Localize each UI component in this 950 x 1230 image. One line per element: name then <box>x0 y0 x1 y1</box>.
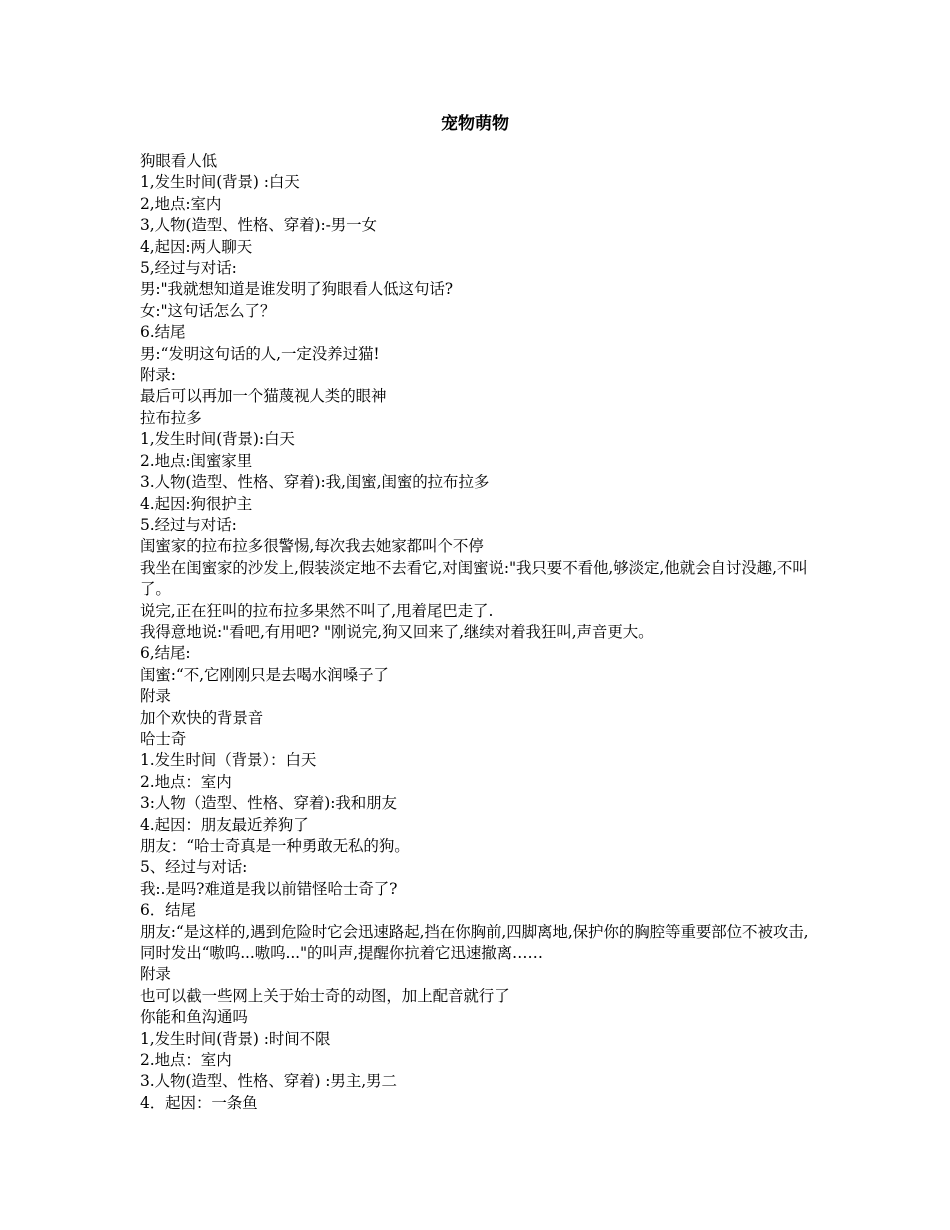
body-line: 3.人物(造型、性格、穿着) :男主,男二 <box>140 1072 397 1091</box>
body-line: 6.结尾 <box>140 323 186 342</box>
body-line: 男:“发明这句话的人,一定没养过猫! <box>140 344 380 363</box>
body-line: 闺蜜:“不,它刚刚只是去喝水润嗓子了 <box>140 665 389 684</box>
body-line: 1,发生时间(背景) :时间不限 <box>140 1029 331 1048</box>
body-line: 你能和鱼沟通吗 <box>140 1008 248 1027</box>
body-line: 男:"我就想知道是谁发明了狗眼看人低这句话? <box>140 280 453 299</box>
body-line: 朋友：“哈士奇真是一种勇敢无私的狗。 <box>140 837 410 855</box>
body-line: 3:人物（造型、性格、穿着):我和朋友 <box>140 794 397 813</box>
body-line: 最后可以再加一个猫蔑视人类的眼神 <box>140 387 387 406</box>
body-line: 2.地点：室内 <box>140 772 232 791</box>
body-line: 附录: <box>140 366 176 385</box>
document-body <box>140 151 810 1114</box>
body-line: 1.发生时间（背景）：白天 <box>140 751 317 770</box>
body-line: 我坐在闺蜜家的沙发上,假装淡定地不去看它,对闺蜜说:"我只要不看他,够淡定,他就会自讨没趣,不叫了。 <box>140 558 808 599</box>
body-line: 2,地点:室内 <box>140 194 222 213</box>
body-line: 1,发生时间(背景) :白天 <box>140 173 300 192</box>
body-line: 附录 <box>140 687 171 706</box>
body-line: 4.起因：朋友最近养狗了 <box>140 815 309 834</box>
body-line: 6,结尾: <box>140 644 191 663</box>
body-line: 5,经过与对话: <box>140 259 237 278</box>
body-line: 2.地点:闺蜜家里 <box>140 451 253 470</box>
body-line: 哈士奇 <box>140 729 187 748</box>
body-line: 4,起因:两人聊天 <box>140 237 253 256</box>
body-line: 朋友:“是这样的,遇到危险时它会迅速路起,挡在你胸前,四脚离地,保护你的胸腔等重要部位不被攻击,同时发出“嗷呜...嗷呜..."的叫声,提醒你抗着它迅速撤离…… <box>140 922 809 963</box>
body-line: 说完,正在狂叫的拉布拉多果然不叫了,甩着尾巴走了. <box>140 601 494 620</box>
body-line: 我:.是吗?难道是我以前错怪哈士奇了? <box>140 879 398 898</box>
body-line: 5.经过与对话: <box>140 515 237 534</box>
body-line: 1,发生时间(背景):白天 <box>140 430 295 449</box>
body-line: 4.起因:狗很护主 <box>140 494 253 513</box>
body-line: 加个欢快的背景音 <box>140 708 264 727</box>
body-line: 女:"这句话怎么了？ <box>140 301 276 320</box>
body-line: 也可以截一些网上关于始士奇的动图，加上配音就行了 <box>140 986 510 1005</box>
body-line: 6．结尾 <box>140 901 196 920</box>
body-line: 3.人物(造型、性格、穿着):我,闺蜜,闺蜜的拉布拉多 <box>140 473 490 492</box>
body-line: 4．起因：一条鱼 <box>140 1093 258 1112</box>
body-line: 3,人物(造型、性格、穿着):-男一女 <box>140 216 377 235</box>
body-line: 闺蜜家的拉布拉多很警惕,每次我去她家都叫个不停 <box>140 537 484 556</box>
body-line: 拉布拉多 <box>140 408 202 427</box>
body-line: 狗眼看人低 <box>140 152 218 170</box>
document-title: 宠物萌物 <box>441 114 509 134</box>
body-line: 5、经过与对话: <box>140 858 248 877</box>
body-line: 2.地点：室内 <box>140 1051 232 1070</box>
body-line: 我得意地说:"看吧,有用吧? "刚说完,狗又回来了,继续对着我狂叫,声音更大。 <box>140 622 654 641</box>
body-line: 附录 <box>140 965 171 984</box>
